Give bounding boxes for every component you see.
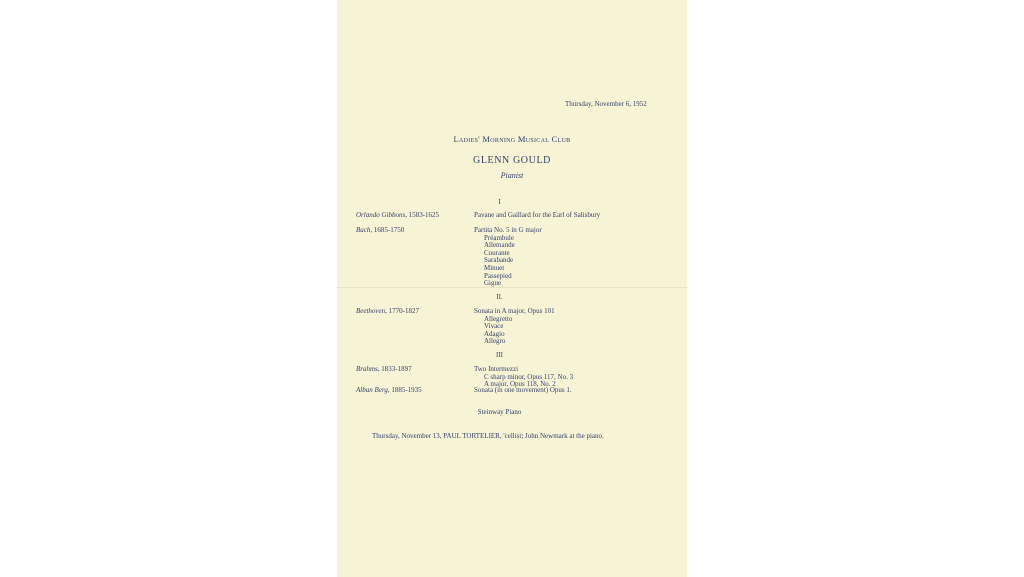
movement: Gigue: [484, 279, 502, 288]
movement: Minuet: [484, 263, 505, 272]
work-title: Pavane and Gaillard for the Earl of Salisbury: [474, 211, 601, 219]
composer-name: Orlando Gibbons: [356, 211, 406, 219]
composer-name: Alban Berg: [356, 386, 388, 394]
next-concert-performer: PAUL TORTELIER: [443, 432, 500, 440]
artist-name: GLENN GOULD: [473, 155, 551, 166]
movement: Allegro: [484, 337, 506, 346]
work-berg: [474, 387, 572, 395]
composer-dates: , 1770-1827: [385, 307, 419, 315]
composer-brahms: [356, 366, 412, 374]
composer-dates: , 1885-1935: [387, 386, 422, 394]
work-title: Sonata (in one movement) Opus 1.: [474, 386, 572, 394]
composer-gibbons: [356, 212, 439, 220]
composer-beethoven: [356, 308, 419, 316]
movement: Allegretto: [484, 314, 513, 323]
work-gibbons: [474, 212, 600, 220]
club-name-text: Ladies' Morning Musical Club: [453, 134, 571, 144]
movement: Vivace: [484, 322, 504, 331]
composer-dates: , 1685-1750: [370, 226, 405, 234]
composer-name: Beethoven: [356, 307, 386, 315]
composer-berg: [356, 387, 422, 395]
club-name: [337, 136, 687, 144]
composer-name: Brahms: [356, 365, 378, 373]
piano-credit: Steinway Piano: [477, 408, 522, 416]
concert-date: Thursday, November 6, 1952: [565, 100, 647, 108]
movement: Sarabande: [484, 256, 514, 265]
section-numeral-2: II.: [496, 293, 503, 301]
movement: C sharp minor, Opus 117, No. 3: [484, 372, 574, 381]
movement: Adagio: [484, 329, 505, 338]
composer-name: Bach: [356, 226, 371, 234]
work-title: Two Intermezzi: [474, 365, 519, 373]
section-numeral-1: I: [498, 198, 501, 206]
movement: Allemande: [484, 241, 515, 250]
movement: A major, Opus 118, No. 2: [484, 380, 556, 389]
work-title: Partita No. 5 in G major: [474, 226, 542, 234]
composer-bach: [356, 227, 404, 235]
movement: Courante: [484, 248, 510, 257]
composer-dates: , 1833-1897: [377, 365, 412, 373]
program-page: [337, 0, 687, 577]
work-title: Sonata in A major, Opus 101: [474, 307, 555, 315]
section-numeral-3: III: [496, 351, 503, 359]
movement: Passepied: [484, 271, 512, 280]
movement: Préambule: [484, 233, 514, 242]
next-concert-note: [372, 433, 604, 441]
next-concert-suffix: , 'cellist; John Newmark at the piano.: [499, 432, 604, 440]
work-beethoven: [474, 308, 555, 346]
artist-role: Pianist: [500, 171, 524, 180]
work-bach: [474, 227, 542, 288]
next-concert-prefix: Thursday, November 13,: [372, 432, 444, 440]
composer-dates: , 1583-1625: [405, 211, 440, 219]
